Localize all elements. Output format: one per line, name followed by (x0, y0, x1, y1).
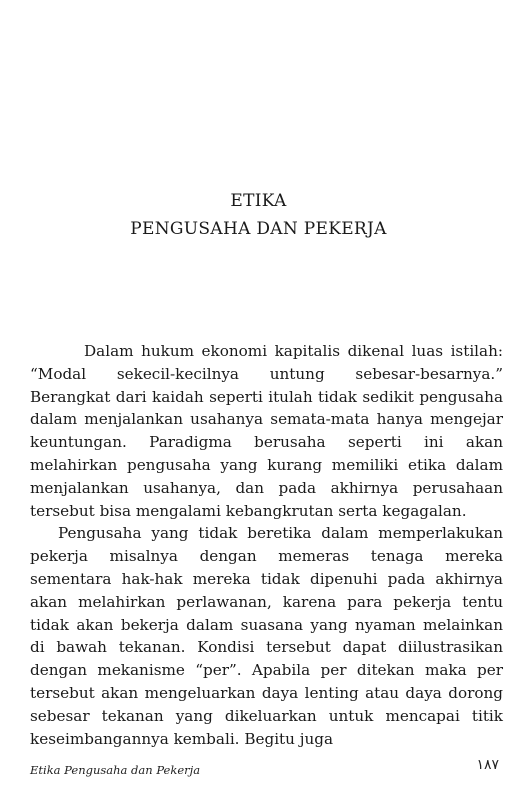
chapter-title-line-2: PENGUSAHA DAN PEKERJA (130, 219, 387, 239)
page-number: ١٨٧ (476, 757, 499, 773)
running-footer-title: Etika Pengusaha dan Pekerja (30, 763, 201, 777)
paragraph: Dalam hukum ekonomi kapitalis dikenal luas istilah: “Modal sekecil-kecilnya untung sebesar-besarnya.” Berangkat dari kaidah seperti itulah tidak sedikit pengusaha dalam menjalankan usahanya semata-mata hanya mengejar keuntungan. Paradigma berusaha seperti ini akan melahirkan pengusaha yang kurang memiliki etika dalam menjalankan usahanya, dan pada akhirnya perusahaan tersebut bisa mengalami kebangkrutan serta kegagalan. (30, 342, 503, 520)
paragraph: Pengusaha yang tidak beretika dalam memperlakukan pekerja misalnya dengan memeras tenaga mereka sementara hak-hak mereka tidak dipenuhi pada akhirnya akan melahirkan perlawanan, karena para pekerja tentu tidak akan bekerja dalam suasana yang nyaman melainkan di bawah tekanan. Kondisi tersebut dapat diilustrasikan dengan mekanisme “per”. Apabila per ditekan maka per tersebut akan mengeluarkan daya lenting atau daya dorong sebesar tekanan yang dikeluarkan untuk mencapai titik keseimbangannya kembali. Begitu juga (30, 524, 503, 748)
chapter-title-line-1: ETIKA (230, 191, 287, 211)
chapter-body (30, 340, 503, 750)
